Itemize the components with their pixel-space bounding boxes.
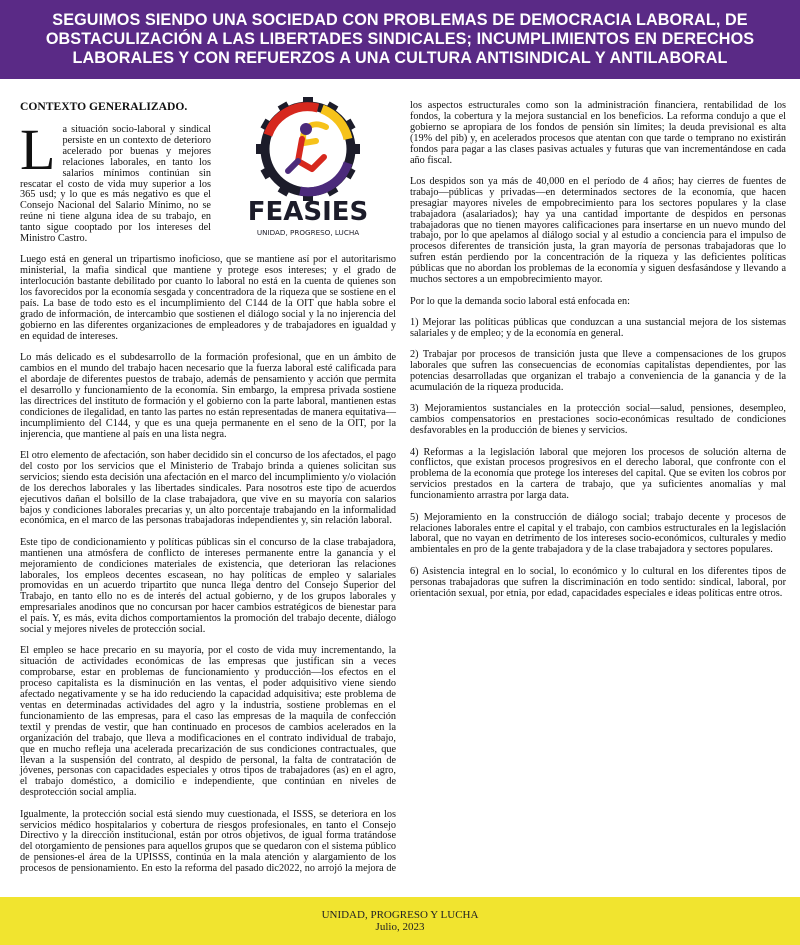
drop-cap: L: [20, 117, 56, 182]
logo-wordmark: FEASIES: [247, 197, 369, 227]
paragraph: Igualmente, la protección social está siendo muy cuestionada, el ISSS, se deteriora en los servicios médico hospitalarios y cobertura de riesgos profesionales, en tanto el Consejo Directivo y la dirección institucional, están por otros objetivos, de igual forma tratándose del otorgamiento de pensiones para aquellos grupos que se quedaron con el sistema público de pensiones-el área de la UPISSS, continúa en la mala atención y alargamiento de los procesos de pensionamiento. En esto la reforma del pasado dic2022, no arrojó la mejora de los aspectos estructurales como son la administración financiera, rentabilidad de los fondos, la cobertura y la mejora sustancial en los beneficios. La reforma condujo a que el gobierno se apropiara de los fondos de pensión sin límites; la deuda previsional es alta (19% del pib) y, en acelerados procesos que atentan con que tarde o temprano no existirán fondos para pagar a las clases pasivas actuales y futuras que van incrementándose en cada año fiscal.: [20, 100, 786, 875]
demands-intro: Por lo que la demanda socio laboral está enfocada en:: [410, 295, 631, 307]
footer-date: Julio, 2023: [375, 921, 425, 933]
demand-item: 2) Trabajar por procesos de transición justa que lleve a compensaciones de los grupos laborales que sufren las consecuencias de economías capitalistas dependientes, por las potencias desarrolladas que organizan el trabajo a conveniencia de la ganancia y de la acumulación de la riqueza producida.: [410, 349, 786, 393]
paragraph: El empleo se hace precario en su mayoría, por el costo de vida muy incrementando, la situación de actividades económicas de las empresas que justifican sin a veces comprobarse, estar en problemas de funcionamiento y producción—los efectos en el proceso capitalista es la disminución en las ventas, el poder adquisitivo viene siendo afectado negativamente y se ha ido reduciendo la capacidad adquisitiva; este problema de ventas en determinadas actividades del agro y la industria, sostiene problemas en el funcionamiento de las empresas, para el caso las empresas de la maquila de confección textil y prendas de vestir, que han continuado en procesos de cambios acelerados en la organización del trabajo, que lleva a modificaciones en el contrato individual de trabajo, que en mucho refleja una acelerada precarización de sus condiciones contractuales, que llevan a la suspensión del contrato, al despido de personal, la falta de contratación de jóvenes, personas con capacidades especiales y otros tipos de trabajadores (as) en el agro, el trabajo doméstico, a domicilio e independiente, que continúan en niveles de desprotección social amplia.: [20, 645, 396, 799]
section-heading: CONTEXTO GENERALIZADO.: [20, 100, 188, 113]
footer-slogan: UNIDAD, PROGRESO Y LUCHA: [321, 909, 479, 921]
paragraph-intro-text: a situación socio-laboral y sindical persiste en un contexto de deterioro acelerado por buenas y mejores relaciones laborales, en tanto los salarios mínimos continúan sin rescatar el costo de vida muy superior a los 365 usd; y lo que es más negativo es que el Consejo Nacional del Salario Mínimo, no se reúne ni tiene alguna idea de su trabajo, en tanto sigue cooptado por los intereses del Ministro Castro.: [20, 124, 211, 245]
paragraph: Este tipo de condicionamiento y políticas públicas sin el concurso de la clase trabajadora, mantienen una atmósfera de conflicto de intereses permanente entre la ganancia y el mejoramiento de condiciones materiales de existencia, que deterioran las relaciones laborales, los empleos decentes escasean, no hay políticas de empleo y salariales promovidas en un acuerdo tripartito que nunca llega dentro del Consejo Superior del Trabajo, en tanto ello no es de interés del actual gobierno, y de los grupos laborales y empresariales anodinos que no concursan por hacer cambios estratégicos de bienestar para el país. Y, es más, evita dichos comportamientos la promoción del trabajo decente, diálogo social y mejores niveles de protección social.: [20, 536, 396, 636]
paragraph: Luego está en general un tripartismo inoficioso, que se mantiene así por el autoritarismo ministerial, la mafia sindical que mantiene y protege esos intereses; y el grado de interlocución bastante debilitado por cuanto lo laboral no está en la cuenta de quienes son los favorecidos por la economía sesgada y concentradora de la riqueza que se sostiene en el país. La base de todo esto es el incumplimiento del C144 de la OIT que habla sobre el grado de información, de intercambio que sostienen el diálogo social y la no injerencia del gobierno en las diferentes organizaciones de empleadores y de trabajadores en igualdad y en equidad de intereses.: [20, 254, 396, 342]
demand-item: 4) Reformas a la legislación laboral que mejoren los procesos de solución alterna de conflictos, que existan procesos progresivos en el derecho laboral, que confronte con el problema de la economía que protege los intereses del capital. Que se eviten los cobros por servicios prestados en la cartera de trabajo, que ya suficientes anomalías y mal funcionamiento arrastra por larga data.: [410, 446, 786, 502]
feasies-gear-logo-icon: [221, 93, 396, 241]
headline: SEGUIMOS SIENDO UNA SOCIEDAD CON PROBLEMAS DE DEMOCRACIA LABORAL, DE OBSTACULIZACIÓN A LAS LIBERTADES SINDICALES; INCUMPLIMIENTOS EN DERECHOS LABORALES Y CON REFUERZOS A UNA CULTURA ANTISINDICAL Y ANTILABORAL: [45, 11, 755, 67]
paragraph: El otro elemento de afectación, son haber decidido sin el concurso de los afectados, el pago del costo por los servicios que el Ministerio de Trabajo brinda a quienes solicitan sus servicios; siendo esta decisión una afectación en el marco del incumplimiento y/o violación de los derechos laborales y las libertades sindicales. Para nosotros este tipo de acuerdos ejecutivos dañan el bolsillo de la clase trabajadora, que vive en su mayoría con salarios bajos y condiciones laborales precarias y, un alto porcentaje trabajando en la informalidad económica, en el marco de las personas trabajadoras independientes y, sin relación laboral.: [20, 449, 396, 527]
paragraph: Lo más delicado es el subdesarrollo de la formación profesional, que en un ámbito de cambios en el mundo del trabajo hacen necesario que la fuerza laboral esté calificada para el abordaje de diferentes puestos de trabajo, además de pensamiento y acción que permita el desarrollo y funcionamiento de la economía. Sin embargo, la empresa privada sostiene las directrices del instituto de formación y el gobierno con la parte laboral, mantienen estas condiciones de ilegalidad, en tanto las partes no están representadas de manera equitativa—incumplimiento del C144, y que es una queja permanente en el seno de la OIT, por la injerencia, que mantiene al país en una lista negra.: [20, 352, 396, 440]
header-banner: [0, 0, 800, 79]
demand-item: 5) Mejoramiento en la construcción de diálogo social; trabajo decente y procesos de relaciones laborales entre el capital y el trabajo, con cambios estructurales en la legislación laboral, que no vayan en detrimento de los intereses socio-económicos, culturales y medio ambientales en pro de la gente trabajadora y de la clase trabajadora y sectores populares.: [410, 511, 786, 556]
demand-item: 1) Mejorar las políticas públicas que conduzcan a una sustancial mejora de los sistemas salariales y de empleo; y de la economía en general.: [410, 316, 786, 339]
demand-item: 3) Mejoramientos sustanciales en la protección social—salud, pensiones, desempleo, cambios compensatorios en prestaciones socio-económicas resultado de condiciones desfavorables en la producción de bienes y servicios.: [410, 403, 786, 437]
article-body: [20, 101, 786, 881]
footer-banner: [0, 897, 800, 945]
feasies-logo: [221, 93, 396, 241]
demand-item: 6) Asistencia integral en lo social, lo económico y lo cultural en los diferentes tipos de personas trabajadoras que sufren la discriminación en todo sentido: sindical, laboral, por orientación sexual, por etnia, por edad, capacidades especiales e ideas políticas entre otros.: [410, 565, 786, 599]
logo-tagline: UNIDAD, PROGRESO, LUCHA: [256, 228, 360, 237]
paragraph: Los despidos son ya más de 40,000 en el período de 4 años; hay cierres de fuentes de trabajo—públicas y privadas—en determinados sectores de la economía, que hacen presagiar mayores niveles de empobrecimiento para los sectores populares y la clase trabajadora (asalariados); hay ya una cantidad importante de despidos en personas trabajadoras que no tienen mayores calificaciones para insertarse en un nuevo mundo del trabajo, por lo que apelamos al diálogo social y al estudio a conciencia para el impulso de procesos diferentes de transición justa, la gran mayoría de personas trabajadoras que lo sufren están perdiendo por la concentración de la riqueza y las deficientes políticas públicas que no abordan los problemas de la economía y siguen desfasándose y llevando a muchos sectores a un empobrecimiento mayor.: [410, 175, 786, 286]
